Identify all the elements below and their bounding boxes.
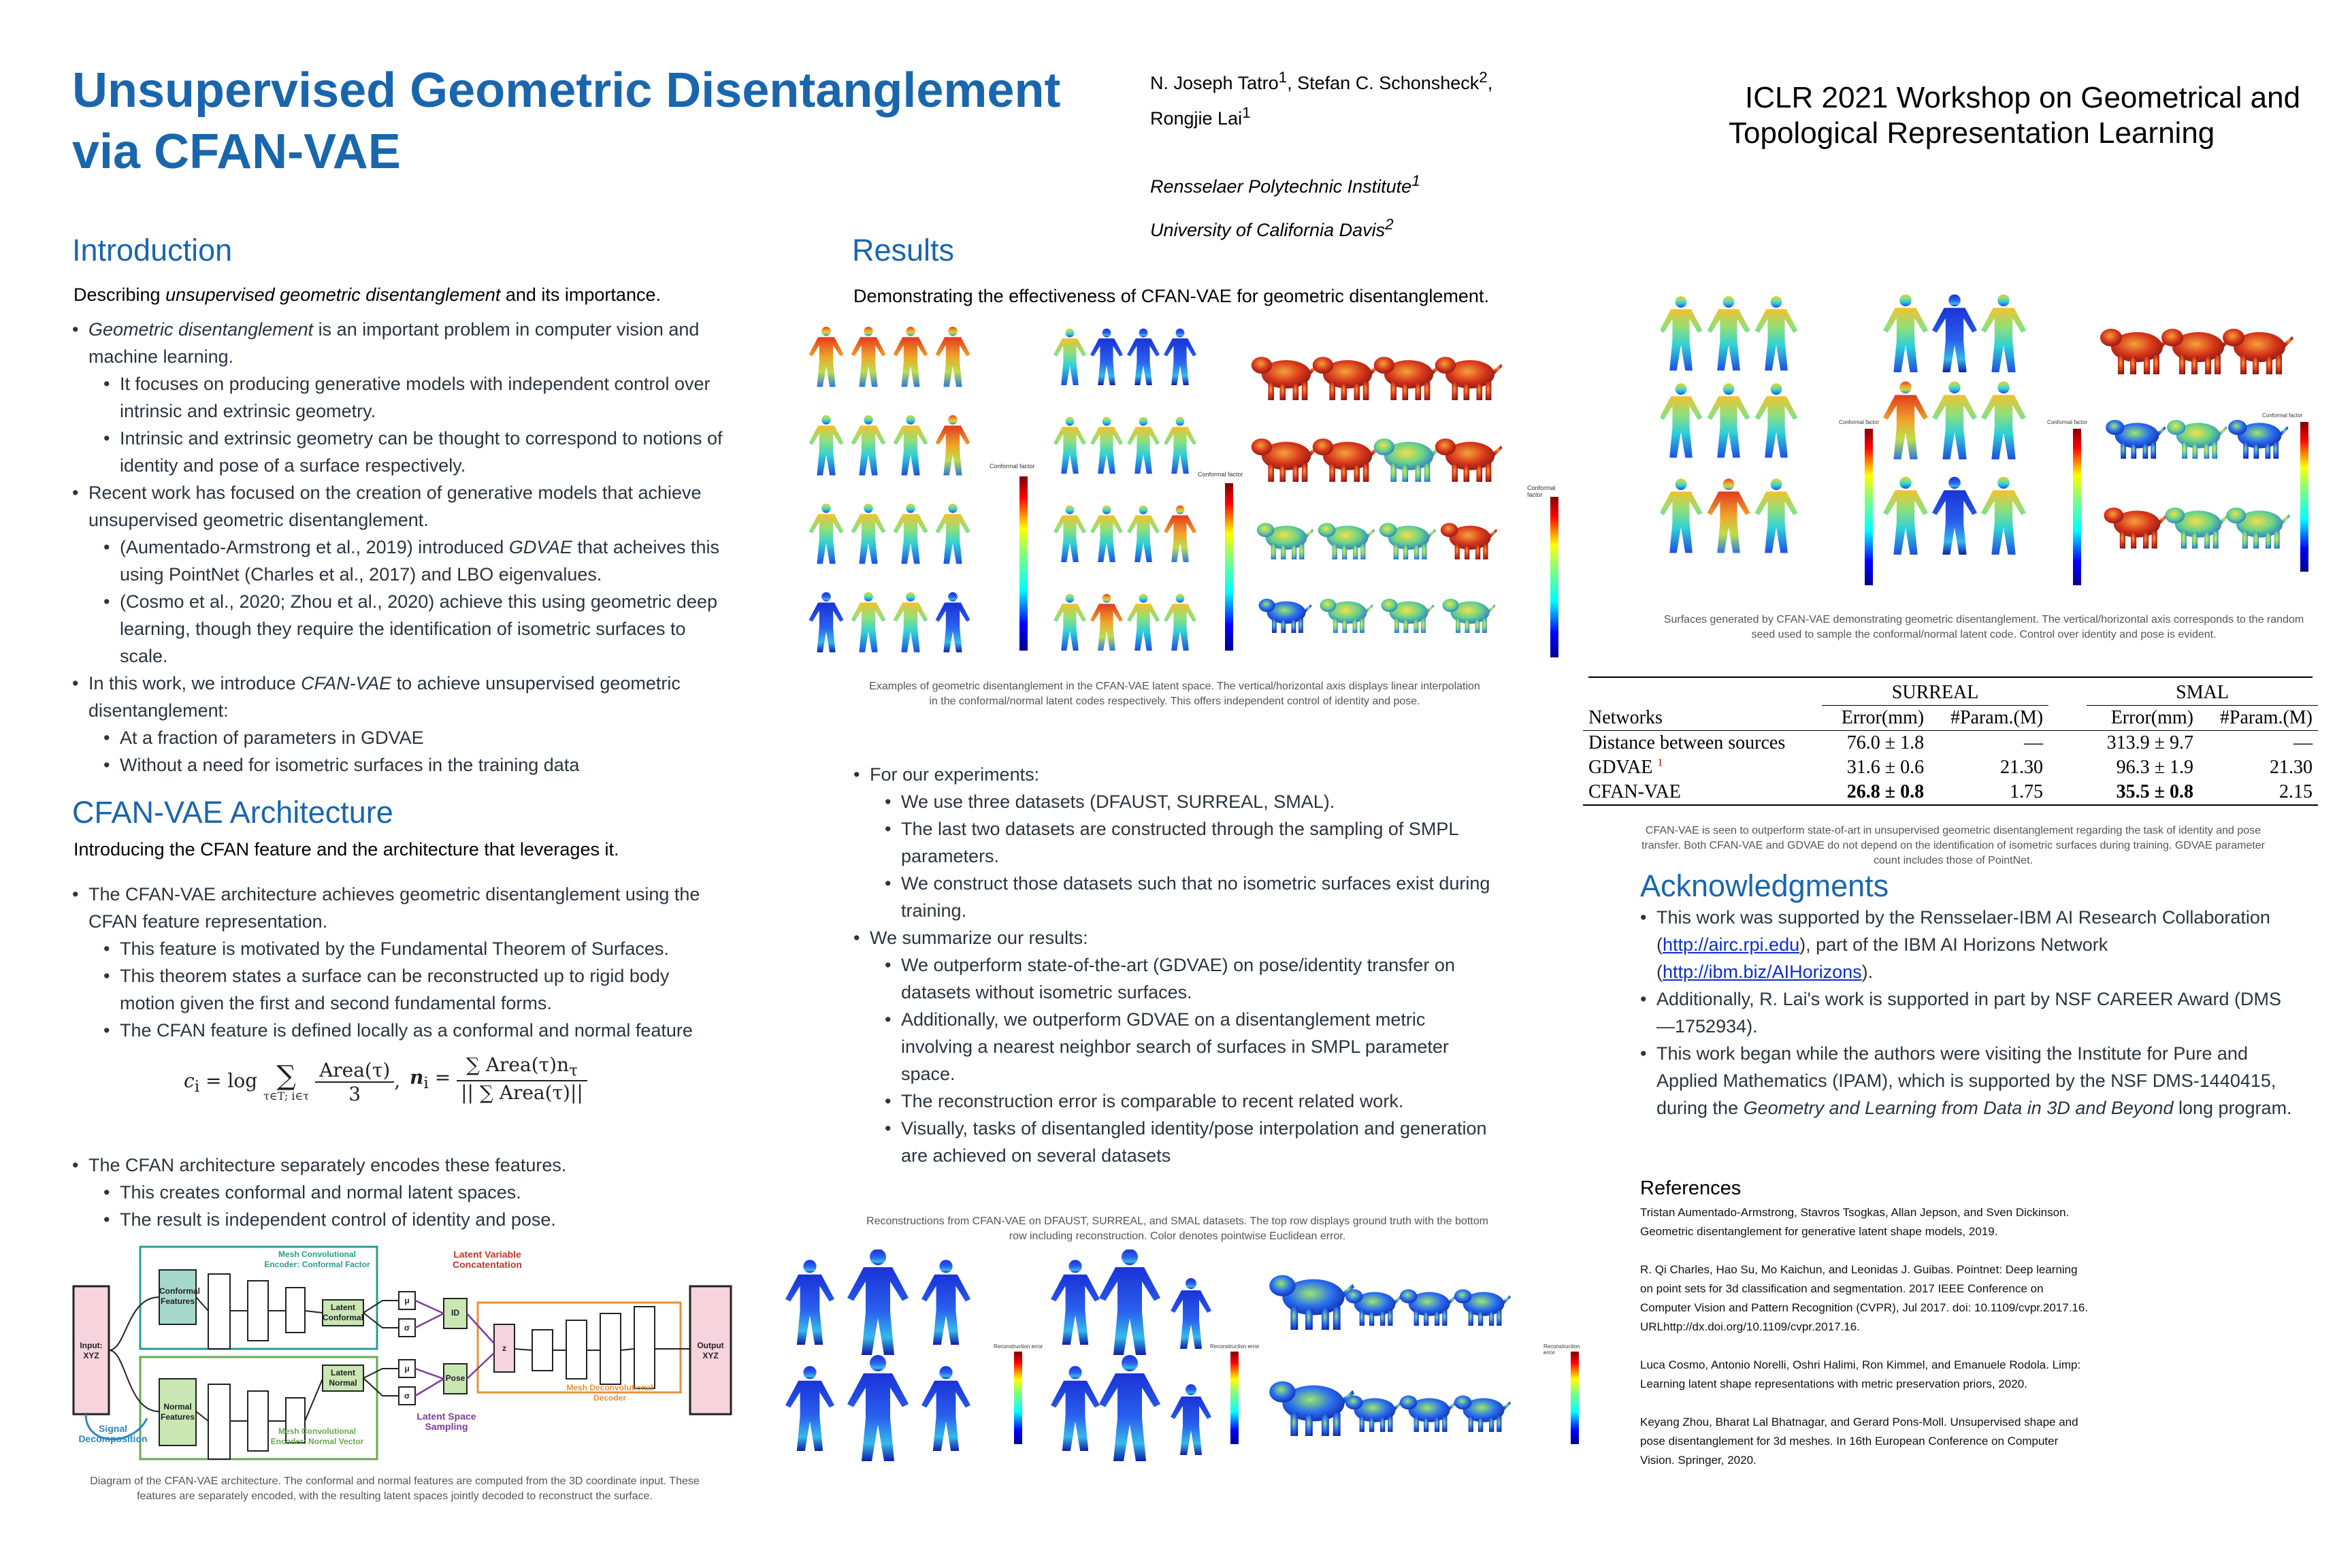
list-item: • We summarize our results: xyxy=(853,924,1500,951)
list-item: • It focuses on producing generative models with independent control over intrinsic and extrinsic geometry. xyxy=(72,370,725,425)
colorbar-label: Conformal factor xyxy=(2262,412,2303,419)
list-item: • We use three datasets (DFAUST, SURREAL, SMAL). xyxy=(853,788,1500,815)
list-item: • This work was supported by the Rensselaer-IBM AI Research Collaboration (http://airc.rpi.edu), part of the IBM AI Horizons Network (http://ibm.biz/AIHorizons). xyxy=(1640,904,2293,985)
table-row: CFAN-VAE 26.8 ± 0.8 1.75 35.5 ± 0.8 2.15 xyxy=(1583,780,2318,805)
introduction-bullets xyxy=(72,316,725,779)
architecture-diagram: Input: XYZ Output XYZ Conformal Features Normal Features Mesh Convolutional Encoder: Conformal Factor Mesh Convolutional Encoder: Normal Vector Latent Conformal Latent Normal Latent Variable Concatentation ID Pose z μ σ μ σ Mesh Deconvolutional Decoder Signal Decomposition Latent Space Sampling xyxy=(72,1243,732,1460)
venue: ICLR 2021 Workshop on Geometrical and Topological Representation Learning xyxy=(1729,81,2301,150)
list-item: • Recent work has focused on the creation of generative models that achieve unsupervised geometric disentanglement. xyxy=(72,479,725,534)
interpolation-caption: Examples of geometric disentanglement in the CFAN-VAE latent space. The vertical/horizontal axis displays linear interpolation in the conformal/normal latent codes respectively. This offers independent control of identity and pose. xyxy=(869,681,1480,707)
references-heading: References xyxy=(1640,1177,1742,1199)
colorbar-label: Conformal factor xyxy=(1527,485,1556,498)
list-item: • The CFAN feature is defined locally as a conformal and normal feature xyxy=(72,1017,725,1044)
colorbar-label: Conformal factor xyxy=(990,463,1035,470)
list-item: • This theorem states a surface can be reconstructed up to rigid body motion given the first and second fundamental forms. xyxy=(72,962,725,1017)
architecture-heading: CFAN-VAE Architecture xyxy=(72,795,393,830)
link-airc[interactable]: http://airc.rpi.edu xyxy=(1663,934,1800,955)
colorbar-label: Reconstruction error xyxy=(1544,1343,1580,1356)
acknowledgments-heading: Acknowledgments xyxy=(1640,868,1889,903)
table-caption: CFAN-VAE is seen to outperform state-of-art in unsupervised geometric disentanglement regarding the task of identity and pose transfer. Both CFAN-VAE and GDVAE do not depend on the identification of isometric surfaces during training. GDVAE parameter count includes those of PointNet. xyxy=(1641,825,2266,866)
interpolation-figure xyxy=(796,320,1565,674)
reference-item: Tristan Aumentado-Armstrong, Stavros Tsogkas, Allan Jepson, and Sven Dickinson. Geometric disentanglement for generative latent shape models, 2019. xyxy=(1640,1206,2070,1238)
list-item: • The CFAN architecture separately encodes these features. xyxy=(72,1152,725,1179)
list-item: • Visually, tasks of disentangled identity/pose interpolation and generation are achieved on several datasets xyxy=(853,1115,1500,1169)
list-item: • (Cosmo et al., 2020; Zhou et al., 2020) achieve this using geometric deep learning, though they require the identification of isometric surfaces to scale. xyxy=(72,588,725,670)
link-ibm-ai-horizons[interactable]: http://ibm.biz/AIHorizons xyxy=(1663,962,1862,982)
equation-conformal: $c_i = \log$ ∑ τ∈T; i∈τ $\frac{\text{Area(τ)}}{3}$ , xyxy=(184,1059,401,1105)
list-item: • The CFAN-VAE architecture achieves geometric disentanglement using the CFAN feature representation. xyxy=(72,881,725,935)
introduction-lead: Describing unsupervised geometric disentanglement and its importance. xyxy=(74,284,661,305)
acknowledgments-bullets xyxy=(1640,904,2293,1122)
affiliation-rpi: Rensselaer Polytechnic Institute xyxy=(1150,176,1412,197)
list-item: • We construct those datasets such that no isometric surfaces exist during training. xyxy=(853,870,1500,924)
generated-figure xyxy=(1661,286,2314,606)
reconstruction-caption: Reconstructions from CFAN-VAE on DFAUST, SURREAL, and SMAL datasets. The top row displays ground truth with the bottom row including reconstruction. Color denotes pointwise Euclidean error. xyxy=(866,1215,1488,1242)
table-top-rule xyxy=(1588,676,2313,678)
colorbar-label: Conformal factor xyxy=(2047,419,2088,425)
list-item: • (Aumentado-Armstrong et al., 2019) introduced GDVAE that acheives this using PointNet (Charles et al., 2017) and LBO eigenvalues. xyxy=(72,534,725,588)
list-item: • This feature is motivated by the Fundamental Theorem of Surfaces. xyxy=(72,935,725,962)
architecture-bullets-2 xyxy=(72,1152,725,1233)
architecture-bullets xyxy=(72,881,725,1044)
list-item: • The reconstruction error is comparable to recent related work. xyxy=(853,1088,1500,1115)
list-item: • This work began while the authors were visiting the Institute for Pure and Applied Mathematics (IPAM), which is supported by the NSF DMS-1440415, during the Geometry and Learning from Data in 3D and Beyond long program. xyxy=(1640,1040,2293,1122)
equation-normal: $n_i$ = $\frac{\sum Area(\tau)n_\tau}{\text{|| ∑ Area(τ)||}}$ xyxy=(410,1054,587,1104)
affiliation-ucdavis: University of California Davis xyxy=(1150,220,1386,240)
colorbar-label: Reconstruction error xyxy=(994,1343,1043,1350)
list-item: • Without a need for isometric surfaces in the training data xyxy=(72,751,725,779)
list-item: • At a fraction of parameters in GDVAE xyxy=(72,724,725,751)
introduction-heading: Introduction xyxy=(72,233,233,267)
list-item: • Intrinsic and extrinsic geometry can be thought to correspond to notions of identity and pose of a surface respectively. xyxy=(72,425,725,479)
affiliations: Rensselaer Polytechnic Institute$^1$ University of California Davis$^2$ xyxy=(1150,172,1420,240)
colorbar-label: Conformal factor xyxy=(1839,419,1880,425)
colorbar-label: Conformal factor xyxy=(1198,471,1243,478)
table-row: Distance between sources 76.0 ± 1.8 — 313.9 ± 9.7 — xyxy=(1588,732,2313,753)
list-item: • The result is independent control of identity and pose. xyxy=(72,1206,725,1233)
list-item: • Additionally, we outperform GDVAE on a disentanglement metric involving a nearest neighbor search of surfaces in SMPL parameter space. xyxy=(853,1006,1500,1088)
results-heading: Results xyxy=(852,233,955,267)
list-item: • Geometric disentanglement is an important problem in computer vision and machine learning. xyxy=(72,316,725,370)
author-tatro: N. Joseph Tatro xyxy=(1150,73,1279,93)
table-row: GDVAE $^1$ 31.6 ± 0.6 21.30 96.3 ± 1.9 21.30 xyxy=(1588,757,2313,778)
generated-caption: Surfaces generated by CFAN-VAE demonstrating geometric disentanglement. The vertical/horizontal axis corresponds to the random seed used to sample the conformal/normal latent code. Control over identity and pose is evident. xyxy=(1663,614,2304,640)
list-item: • This creates conformal and normal latent spaces. xyxy=(72,1179,725,1206)
list-item: • The last two datasets are constructed through the sampling of SMPL parameters. xyxy=(853,815,1500,870)
author-schonsheck: , Stefan C. Schonsheck xyxy=(1287,73,1480,93)
colorbar-label: Reconstruction error xyxy=(1210,1343,1260,1350)
list-item: • We outperform state-of-the-art (GDVAE) on pose/identity transfer on datasets without isometric surfaces. xyxy=(853,951,1500,1006)
poster-title: Unsupervised Geometric Disentanglement via CFAN-VAE xyxy=(72,63,1061,179)
reference-item: Keyang Zhou, Bharat Lal Bhatnagar, and Gerard Pons-Moll. Unsupervised shape and pose disentanglement for 3d meshes. In 16th European Conference on Computer Vision. Springer, 2020. xyxy=(1640,1416,2078,1467)
results-lead: Demonstrating the effectiveness of CFAN-VAE for geometric disentanglement. xyxy=(853,286,1489,306)
results-table: SURREAL SMAL Networks Error(mm) #Param.(M) Error(mm) #Param.(M) Distance between sources 76.0 ± 1.8 — 313.9 ± 9.7 — GDVAE $^1$ 31.6 ± 0.6 21.30 96.3 ± 1.9 21.30 CFAN-VAE 26.8 ± 0.8 1.75 35.5 ± 0.8 2.15 xyxy=(1583,681,2318,806)
results-bullets xyxy=(853,761,1500,1169)
reference-item: Luca Cosmo, Antonio Norelli, Oshri Halimi, Ron Kimmel, and Emanuele Rodola. Limp: Learning latent shape representations with metric preservation priors, 2020. xyxy=(1640,1358,2081,1390)
architecture-caption: Diagram of the CFAN-VAE architecture. The conformal and normal features are computed from the 3D coordinate input. These features are separately encoded, with the resulting latent spaces jointly decoded to reconstruct the surface. xyxy=(90,1475,700,1502)
references-list xyxy=(1640,1203,2089,1489)
reconstruction-figure xyxy=(776,1250,1586,1467)
list-item: • Additionally, R. Lai's work is supported in part by NSF CAREER Award (DMS—1752934). xyxy=(1640,985,2293,1040)
author-lai: Rongjie Lai xyxy=(1150,108,1243,129)
list-item: • In this work, we introduce CFAN-VAE to achieve unsupervised geometric disentanglement: xyxy=(72,670,725,724)
architecture-lead: Introducing the CFAN feature and the architecture that leverages it. xyxy=(74,839,619,860)
authors: N. Joseph Tatro$^1$, Stefan C. Schonsheck$^2$, Rongjie Lai$^1$ xyxy=(1150,69,1493,129)
list-item: • For our experiments: xyxy=(853,761,1500,788)
reference-item: R. Qi Charles, Hao Su, Mo Kaichun, and Leonidas J. Guibas. Pointnet: Deep learning on point sets for 3d classification and segmentation. 2017 IEEE Conference on Computer Vision and Pattern Recognition (CVPR), Jul 2017. doi: 10.1109/cvpr.2017.16. URLhttp://dx.doi.org/10.1109/cvpr.2017.16. xyxy=(1640,1263,2089,1333)
